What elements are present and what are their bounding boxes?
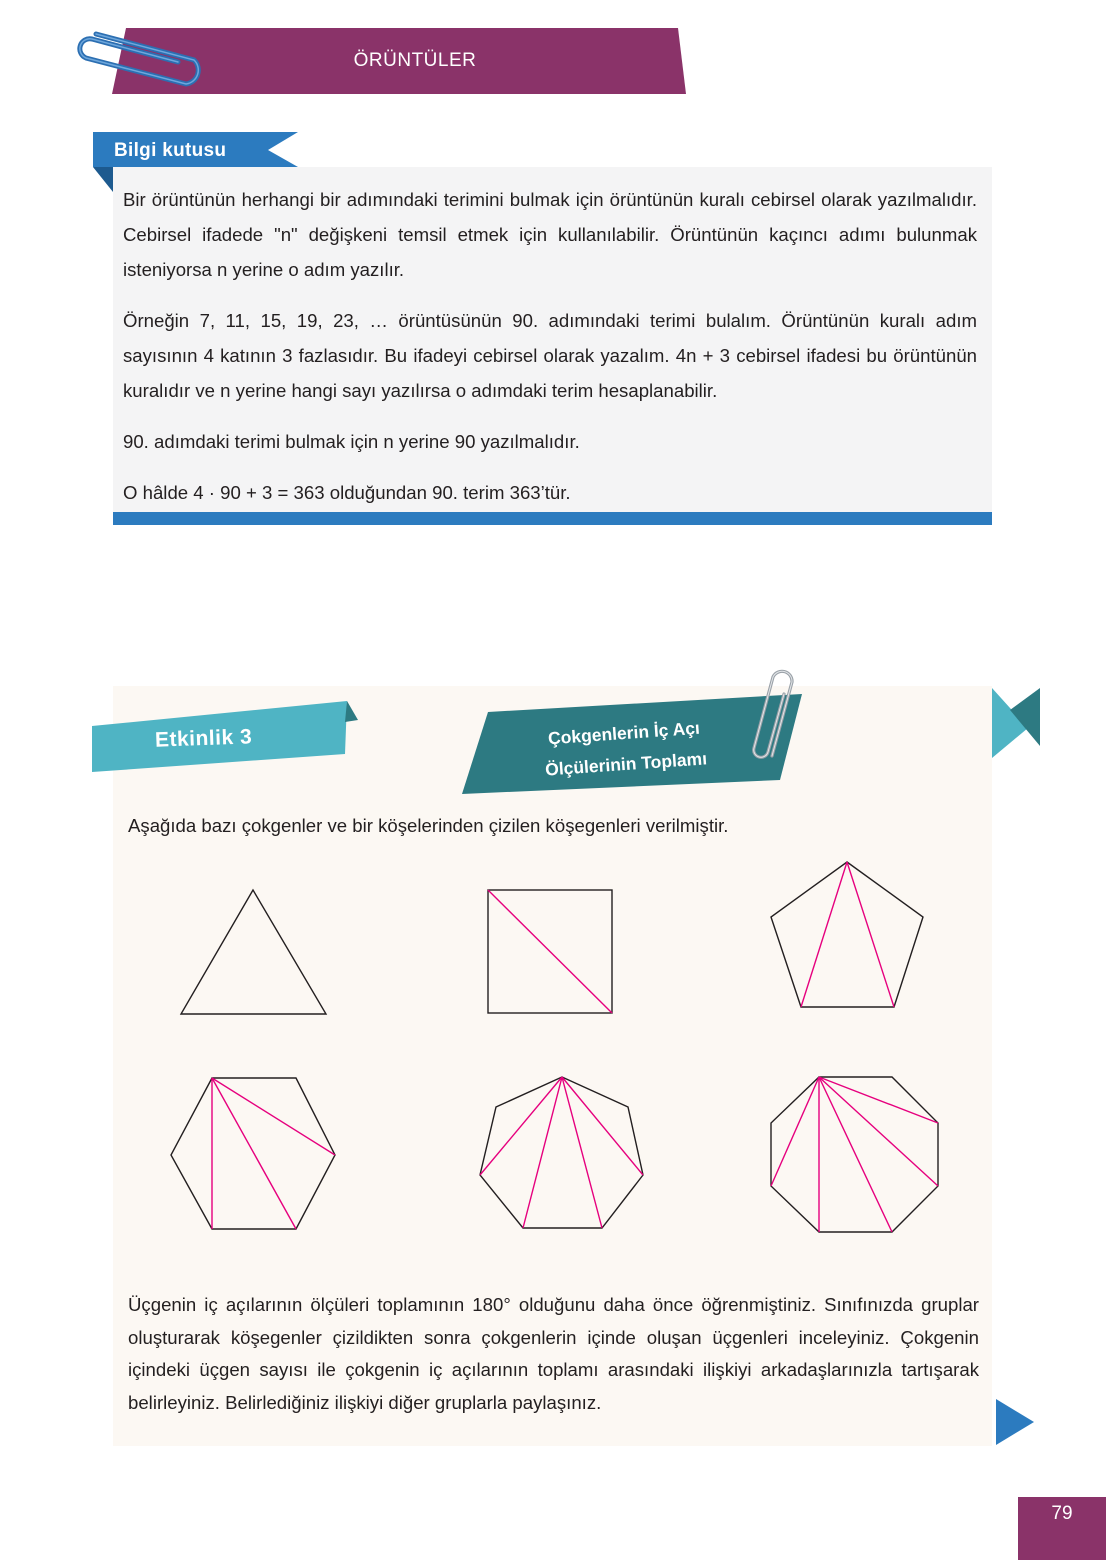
info-box-text — [123, 182, 977, 510]
activity-label: Etkinlik 3 — [154, 725, 253, 752]
paperclip-icon — [742, 660, 802, 770]
triangle-shape — [181, 890, 326, 1014]
next-arrow-icon — [996, 1399, 1036, 1445]
info-box-label: Bilgi kutusu — [114, 140, 227, 161]
info-box-bottom-bar — [113, 512, 992, 525]
activity-text: Üçgenin iç açılarının ölçüleri toplamının 180° olduğunu daha önce öğrenmiştiniz. Sınıfınızda gruplar oluşturarak köşegenler çizildikten sonra çokgenlerin içinde oluşan üçgenleri inceleyiniz. Çokgenin içindeki üçgen sayısı ile çokgenin iç açılarının toplamı arasındaki ilişkiyi arkadaşlarınızla tartışarak belirleyiniz. Belirlediğiniz ilişkiyi diğer gruplarla paylaşınız. — [128, 1294, 979, 1413]
pentagon-diagonal — [801, 862, 847, 1007]
activity-title-line: Çokgenlerin İç Açı — [547, 717, 701, 749]
polygon-figures — [113, 850, 993, 1250]
octagon-diagonal — [771, 1077, 819, 1186]
info-paragraph: O hâlde 4 · 90 + 3 = 363 olduğundan 90. terim 363’tür. — [123, 482, 571, 503]
activity-title-line: Ölçülerinin Toplamı — [544, 748, 708, 780]
hexagon-diagonal — [212, 1078, 296, 1229]
heptagon-diagonal — [562, 1077, 643, 1175]
heptagon-diagonal — [562, 1077, 602, 1228]
hexagon-diagonal — [212, 1078, 335, 1155]
octagon-shape — [771, 1077, 938, 1232]
page-number: 79 — [1051, 1503, 1073, 1524]
activity-intro: Aşağıda bazı çokgenler ve bir köşelerinden çizilen köşegenleri verilmiştir. — [128, 815, 729, 836]
square-diagonal — [488, 890, 612, 1013]
info-paragraph: 90. adımdaki terimi bulmak için n yerine 90 yazılmalıdır. — [123, 431, 580, 452]
info-paragraph: Örneğin 7, 11, 15, 19, 23, … örüntüsünün 90. adımındaki terimi bulalım. Örüntünün kuralı adım sayısının 4 katının 3 fazlasıdır. Bu ifadeyi cebirsel olarak yazalım. 4n + 3 cebirsel ifadesi bu örüntünün kuralıdır ve n yerine hangi sayı yazılırsa o adımdaki terim hesaplanabilir. — [123, 310, 977, 401]
pentagon-diagonal — [847, 862, 894, 1007]
hexagon-shape — [171, 1078, 335, 1229]
octagon-diagonal — [819, 1077, 938, 1186]
heptagon-shape — [480, 1077, 643, 1228]
corner-decoration — [990, 688, 1042, 760]
paperclip-icon — [66, 26, 216, 96]
chapter-title: ÖRÜNTÜLER — [353, 50, 477, 71]
info-paragraph: Bir örüntünün herhangi bir adımındaki terimini bulmak için örüntünün kuralı cebirsel olarak yazılmalıdır. Cebirsel ifadede "n" değişkeni temsil etmek için kullanılabilir. Örüntünün kaçıncı adımı bulunmak isteniyorsa n yerine o adım yazılır. — [123, 189, 977, 280]
pentagon-shape — [771, 862, 923, 1007]
